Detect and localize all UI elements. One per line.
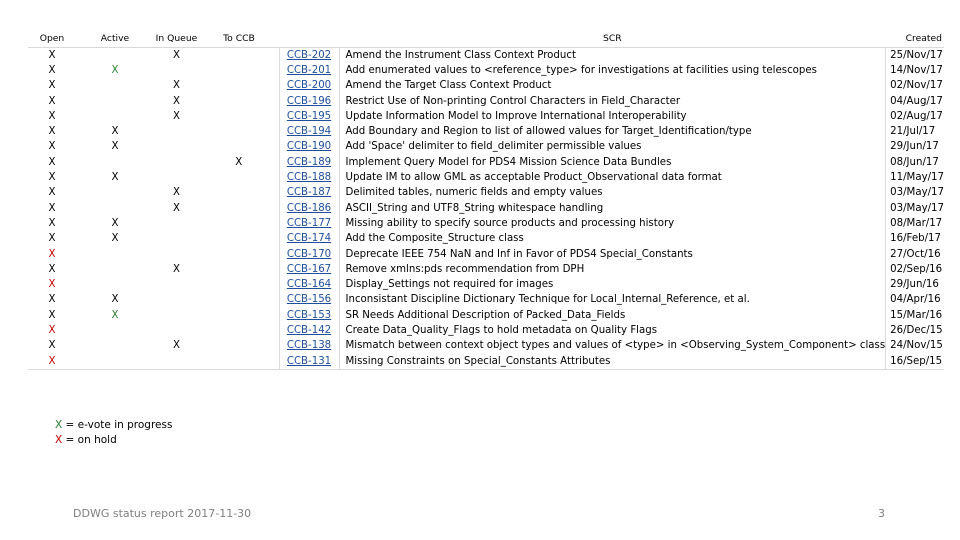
cell-scr-title: Delimited tables, numeric fields and empty values xyxy=(345,187,603,199)
ccb-link[interactable]: CCB-196 xyxy=(286,95,332,107)
legend-item-on-hold xyxy=(55,433,172,448)
ccb-link[interactable]: CCB-164 xyxy=(286,279,332,291)
cell-to-ccb xyxy=(199,48,279,64)
cell-created-date: 27/Oct/16 xyxy=(886,247,944,262)
cell-in-queue xyxy=(154,170,199,185)
cell-created-date: 15/Mar/16 xyxy=(886,308,944,323)
cell-to-ccb: X xyxy=(235,156,243,168)
cell-in-queue xyxy=(154,247,199,262)
cell-scr-title: Display_Settings not required for images xyxy=(345,279,554,291)
table-row xyxy=(28,216,944,231)
cell-scr-title: Remove xmlns:pds recommendation from DPH xyxy=(345,263,585,275)
cell-created-date: 08/Jun/17 xyxy=(886,155,944,170)
ccb-link[interactable]: CCB-142 xyxy=(286,324,332,336)
legend-symbol-green: X xyxy=(55,419,63,431)
cell-scr-title: ASCII_String and UTF8_String whitespace handling xyxy=(345,202,604,214)
cell-scr-title: Add the Composite_Structure class xyxy=(345,233,524,245)
cell-created-date: 16/Sep/15 xyxy=(886,354,944,370)
cell-in-queue xyxy=(154,155,199,170)
cell-active xyxy=(76,354,154,370)
cell-scr-title: Amend the Target Class Context Product xyxy=(345,80,552,92)
cell-open: X xyxy=(48,80,56,92)
cell-ccb-id xyxy=(279,201,339,216)
table-row xyxy=(28,155,944,170)
cell-scr-title: Amend the Instrument Class Context Product xyxy=(345,49,576,61)
ccb-link[interactable]: CCB-189 xyxy=(286,156,332,168)
header-active: Active xyxy=(76,31,154,48)
cell-created-date: 08/Mar/17 xyxy=(886,216,944,231)
cell-open: X xyxy=(48,324,56,336)
table-row xyxy=(28,354,944,370)
cell-to-ccb xyxy=(199,293,279,308)
scr-rows xyxy=(28,48,944,370)
cell-in-queue: X xyxy=(173,95,180,107)
cell-to-ccb xyxy=(199,262,279,277)
cell-created-date: 29/Jun/17 xyxy=(886,140,944,155)
cell-created-date: 24/Nov/15 xyxy=(886,339,944,354)
ccb-link[interactable]: CCB-194 xyxy=(286,126,332,138)
cell-to-ccb xyxy=(199,124,279,139)
cell-to-ccb xyxy=(199,170,279,185)
cell-scr-title: Implement Query Model for PDS4 Mission Science Data Bundles xyxy=(345,156,672,168)
table-row xyxy=(28,323,944,338)
scr-status-table xyxy=(28,31,944,370)
cell-ccb-id xyxy=(279,339,339,354)
ccb-link[interactable]: CCB-188 xyxy=(286,172,332,184)
cell-in-queue xyxy=(154,323,199,338)
cell-in-queue xyxy=(154,308,199,323)
cell-created-date: 04/Aug/17 xyxy=(886,94,944,109)
table-row xyxy=(28,186,944,201)
cell-open: X xyxy=(48,263,56,275)
header-ccb-id xyxy=(279,31,339,48)
table-row xyxy=(28,48,944,64)
cell-created-date: 29/Jun/16 xyxy=(886,277,944,292)
cell-ccb-id xyxy=(279,216,339,231)
ccb-link[interactable]: CCB-195 xyxy=(286,110,332,122)
cell-in-queue xyxy=(154,354,199,370)
table-row xyxy=(28,277,944,292)
table-row xyxy=(28,79,944,94)
cell-ccb-id xyxy=(279,247,339,262)
cell-active xyxy=(76,323,154,338)
header-open: Open xyxy=(28,31,76,48)
cell-active: X xyxy=(111,64,119,76)
cell-created-date: 02/Sep/16 xyxy=(886,262,944,277)
table-row xyxy=(28,308,944,323)
cell-created-date: 26/Dec/15 xyxy=(886,323,944,338)
cell-scr-title: Update Information Model to Improve International Interoperability xyxy=(345,110,687,122)
cell-ccb-id xyxy=(279,140,339,155)
cell-to-ccb xyxy=(199,201,279,216)
table-row xyxy=(28,63,944,78)
cell-ccb-id xyxy=(279,262,339,277)
table-row xyxy=(28,170,944,185)
cell-open: X xyxy=(48,217,56,229)
header-in-queue: In Queue xyxy=(154,31,199,48)
cell-in-queue xyxy=(154,140,199,155)
cell-to-ccb xyxy=(199,247,279,262)
cell-scr-title: Restrict Use of Non-printing Control Characters in Field_Character xyxy=(345,95,681,107)
cell-active xyxy=(76,48,154,64)
cell-active xyxy=(76,339,154,354)
table-row xyxy=(28,293,944,308)
cell-in-queue: X xyxy=(173,263,180,275)
table-row xyxy=(28,109,944,124)
cell-open: X xyxy=(48,294,56,306)
cell-to-ccb xyxy=(199,323,279,338)
cell-ccb-id xyxy=(279,94,339,109)
cell-created-date: 25/Nov/17 xyxy=(886,48,944,64)
cell-scr-title: Create Data_Quality_Flags to hold metadata on Quality Flags xyxy=(345,324,658,336)
cell-in-queue xyxy=(154,216,199,231)
cell-in-queue: X xyxy=(173,49,180,61)
ccb-link[interactable]: CCB-153 xyxy=(286,309,332,321)
cell-active xyxy=(76,109,154,124)
cell-to-ccb xyxy=(199,354,279,370)
cell-scr-title: Inconsistant Discipline Dictionary Technique for Local_Internal_Reference, et al. xyxy=(345,294,750,306)
ccb-link[interactable]: CCB-156 xyxy=(286,294,332,306)
legend-text-on-hold: = on hold xyxy=(62,434,117,446)
cell-open: X xyxy=(48,309,56,321)
cell-in-queue xyxy=(154,63,199,78)
cell-active: X xyxy=(111,172,119,184)
cell-open: X xyxy=(48,202,56,214)
cell-in-queue: X xyxy=(173,340,180,352)
table-row xyxy=(28,201,944,216)
cell-to-ccb xyxy=(199,216,279,231)
table-row xyxy=(28,124,944,139)
cell-scr-title: Add Boundary and Region to list of allowed values for Target_Identification/type xyxy=(345,126,752,138)
cell-ccb-id xyxy=(279,308,339,323)
cell-scr-title: Missing Constraints on Special_Constants Attributes xyxy=(339,354,886,370)
ccb-link[interactable]: CCB-177 xyxy=(286,217,332,229)
cell-open: X xyxy=(48,49,56,61)
cell-created-date: 02/Nov/17 xyxy=(886,79,944,94)
cell-open: X xyxy=(48,126,56,138)
cell-open: X xyxy=(48,95,56,107)
cell-open: X xyxy=(48,279,56,291)
cell-ccb-id xyxy=(279,63,339,78)
cell-open: X xyxy=(48,187,56,199)
table-row xyxy=(28,247,944,262)
cell-active xyxy=(76,94,154,109)
cell-to-ccb xyxy=(199,232,279,247)
cell-in-queue: X xyxy=(173,202,180,214)
cell-created-date: 04/Apr/16 xyxy=(886,293,944,308)
footer-text: DDWG status report 2017-11-30 xyxy=(73,507,252,520)
cell-ccb-id xyxy=(279,155,339,170)
cell-ccb-id xyxy=(279,277,339,292)
ccb-link[interactable]: CCB-167 xyxy=(286,263,332,275)
cell-active xyxy=(76,247,154,262)
cell-in-queue xyxy=(154,232,199,247)
cell-created-date: 02/Aug/17 xyxy=(886,109,944,124)
cell-to-ccb xyxy=(199,277,279,292)
cell-created-date: 14/Nov/17 xyxy=(886,63,944,78)
cell-active: X xyxy=(111,141,119,153)
ccb-link[interactable]: CCB-202 xyxy=(286,49,332,61)
legend-symbol-red: X xyxy=(55,434,63,446)
cell-scr-title: Deprecate IEEE 754 NaN and Inf in Favor of PDS4 Special_Constants xyxy=(345,248,693,260)
cell-ccb-id xyxy=(279,109,339,124)
cell-scr-title: Missing ability to specify source products and processing history xyxy=(345,217,675,229)
cell-open: X xyxy=(48,172,56,184)
cell-active: X xyxy=(111,294,119,306)
cell-active: X xyxy=(111,233,119,245)
cell-in-queue: X xyxy=(173,187,180,199)
cell-scr-title: Add enumerated values to <reference_type> for investigations at facilities using telescopes xyxy=(345,64,817,76)
cell-created-date: 11/May/17 xyxy=(886,170,944,185)
cell-in-queue xyxy=(154,124,199,139)
cell-ccb-id xyxy=(279,293,339,308)
cell-created-date: 03/May/17 xyxy=(886,201,944,216)
cell-to-ccb xyxy=(199,79,279,94)
table-row xyxy=(28,140,944,155)
cell-open: X xyxy=(28,354,76,370)
cell-active xyxy=(76,79,154,94)
header-to-ccb: To CCB xyxy=(199,31,279,48)
cell-open: X xyxy=(48,248,56,260)
cell-ccb-id xyxy=(279,170,339,185)
table-row xyxy=(28,339,944,354)
cell-active xyxy=(76,262,154,277)
cell-to-ccb xyxy=(199,140,279,155)
cell-in-queue xyxy=(154,293,199,308)
cell-open: X xyxy=(48,340,56,352)
legend xyxy=(55,418,172,448)
cell-ccb-id xyxy=(279,354,339,370)
cell-active xyxy=(76,155,154,170)
table-row xyxy=(28,262,944,277)
cell-ccb-id xyxy=(279,323,339,338)
cell-to-ccb xyxy=(199,339,279,354)
ccb-link[interactable]: CCB-200 xyxy=(286,80,332,92)
cell-scr-title: Mismatch between context object types and values of <type> in <Observing_System_Component> class xyxy=(345,340,886,352)
cell-open: X xyxy=(48,233,56,245)
cell-active xyxy=(76,277,154,292)
legend-text-evote: = e-vote in progress xyxy=(62,419,173,431)
cell-in-queue: X xyxy=(173,80,180,92)
cell-created-date: 03/May/17 xyxy=(886,186,944,201)
page-number: 3 xyxy=(878,507,885,520)
cell-created-date: 16/Feb/17 xyxy=(886,232,944,247)
cell-scr-title: SR Needs Additional Description of Packed_Data_Fields xyxy=(345,309,626,321)
cell-open: X xyxy=(48,156,56,168)
cell-active xyxy=(76,186,154,201)
ccb-link[interactable]: CCB-190 xyxy=(286,141,332,153)
table-row xyxy=(28,94,944,109)
cell-to-ccb xyxy=(199,63,279,78)
header-scr: SCR xyxy=(339,31,886,48)
ccb-link[interactable]: CCB-187 xyxy=(286,187,332,199)
cell-ccb-id xyxy=(279,232,339,247)
ccb-link[interactable]: CCB-138 xyxy=(286,340,332,352)
ccb-link[interactable]: CCB-174 xyxy=(286,233,332,245)
cell-to-ccb xyxy=(199,186,279,201)
cell-scr-title: Add 'Space' delimiter to field_delimiter permissible values xyxy=(345,141,642,153)
cell-open: X xyxy=(48,64,56,76)
cell-ccb-id xyxy=(279,186,339,201)
ccb-link[interactable]: CCB-186 xyxy=(286,202,332,214)
ccb-link[interactable]: CCB-131 xyxy=(286,355,332,367)
cell-ccb-id xyxy=(279,124,339,139)
cell-to-ccb xyxy=(199,94,279,109)
cell-scr-title: Update IM to allow GML as acceptable Product_Observational data format xyxy=(345,172,722,184)
cell-active: X xyxy=(111,309,119,321)
cell-open: X xyxy=(48,110,56,122)
cell-open: X xyxy=(48,141,56,153)
cell-active: X xyxy=(111,126,119,138)
cell-created-date: 21/Jul/17 xyxy=(886,124,944,139)
cell-in-queue xyxy=(154,277,199,292)
cell-to-ccb xyxy=(199,109,279,124)
cell-to-ccb xyxy=(199,308,279,323)
table-header-row xyxy=(28,31,944,48)
legend-item-evote xyxy=(55,418,172,433)
cell-active: X xyxy=(111,217,119,229)
cell-ccb-id xyxy=(279,79,339,94)
header-created: Created xyxy=(886,31,944,48)
cell-ccb-id xyxy=(279,48,339,64)
ccb-link[interactable]: CCB-201 xyxy=(286,64,332,76)
cell-in-queue: X xyxy=(173,110,180,122)
ccb-link[interactable]: CCB-170 xyxy=(286,248,332,260)
cell-active xyxy=(76,201,154,216)
table-row xyxy=(28,232,944,247)
